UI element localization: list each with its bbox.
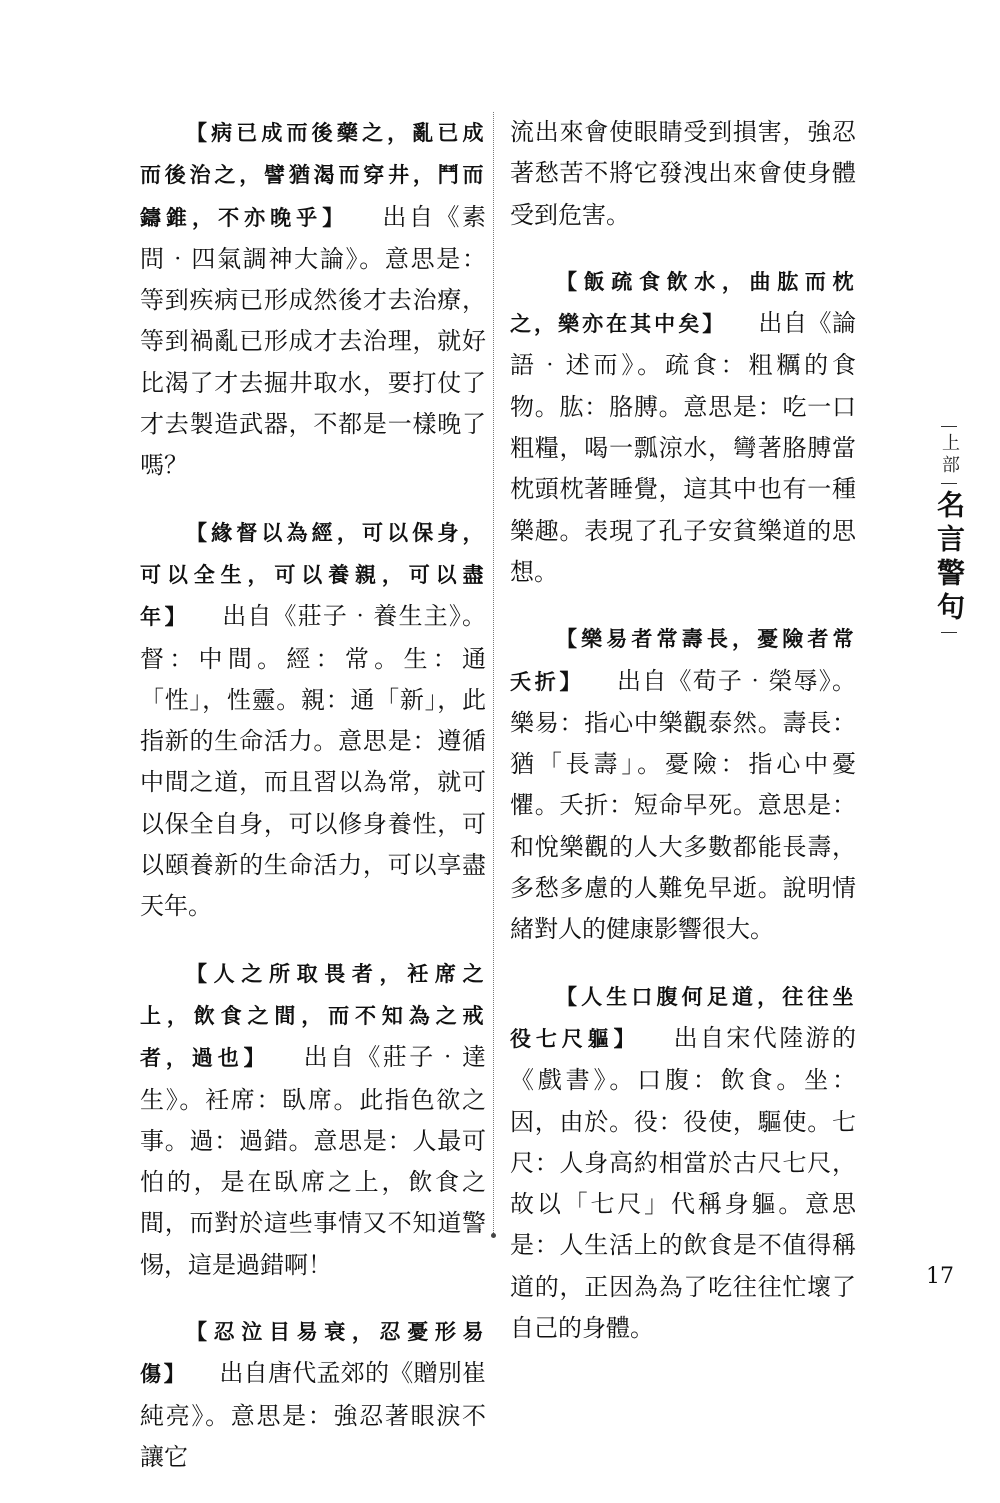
quote: 【病已成而後藥之，亂已成而後治之，譬猶渴而穿井，鬥而鑄錐，不亦晚乎】: [140, 121, 486, 230]
divider: [941, 483, 957, 484]
divider: [941, 632, 957, 633]
entry: [140, 512, 486, 928]
entry: [140, 953, 486, 1286]
entry-text: [140, 512, 486, 928]
explanation: 出自《莊子‧養生主》。督：中間。經：常。生：通「性」，性靈。親：通「新」，此指新的生命活力。意思是：遵循中間之道，而且習以為常，就可以保全自身，可以修身養性，可以頤養新的生命活力，可以享盡天年。: [140, 602, 487, 921]
quote: 【樂易者常壽長，憂險者常夭折】: [510, 627, 856, 694]
page-number: 17: [926, 1264, 954, 1289]
entry: [510, 261, 856, 593]
entry: [510, 976, 856, 1350]
entry-text: [140, 112, 486, 487]
quote: 【緣督以為經，可以保身，可以全生，可以養親，可以盡年】: [140, 520, 486, 630]
quote: 【人生口腹何足道，往往坐役七尺軀】: [510, 984, 856, 1051]
explanation: 出自《素問‧四氣調神大論》。意思是：等到疾病已形成然後才去治療，等到禍亂已形成才去治理，就好比渴了才去掘井取水，要打仗了才去製造武器，不都是一樣晚了嗎？: [140, 202, 487, 480]
divider: [941, 426, 957, 427]
divider-dot: [491, 1233, 496, 1238]
entry: [140, 112, 486, 487]
continuation: [510, 112, 856, 236]
quote: 【人之所取畏者，衽席之上，飲食之間，而不知為之戒者，過也】: [140, 961, 486, 1071]
column-divider: [493, 112, 494, 1237]
right-column: [510, 112, 856, 1374]
explanation: 出自《荀子‧榮辱》。樂易：指心中樂觀泰然。壽長：猶「長壽」。憂險：指心中憂懼。夭折：短命早死。意思是：和悅樂觀的人大多數都能長壽，多愁多慮的人難免早逝。說明情緒對人的健康影響很大。: [510, 666, 857, 944]
explanation: 出自《論語‧述而》。疏食：粗糲的食物。肱：胳膊。意思是：吃一口粗糧，喝一瓢涼水，彎著胳膊當枕頭枕著睡覺，這其中也有一種樂趣。表現了孔子安貧樂道的思想。: [510, 309, 857, 586]
continuation-text: 流出來會使眼睛受到損害，強忍著愁苦不將它發洩出來會使身體受到危害。: [510, 118, 856, 229]
entry-text: [510, 261, 856, 593]
section-title: 名言警句: [933, 490, 966, 626]
part-label: 上部: [939, 433, 960, 477]
entry-text: [140, 953, 486, 1286]
left-column: [140, 112, 486, 1503]
explanation: 出自宋代陸游的《戲書》。口腹：飲食。坐：因，由於。役：役使，驅使。七尺：人身高約相當於古尺七尺，故以「七尺」代稱身軀。意思是：人生活上的飲食是不值得稱道的，正因為為了吃往往忙壞了自己的身體。: [510, 1023, 857, 1343]
entry-text: [140, 1311, 486, 1478]
entry-text: [510, 976, 856, 1350]
entry: [140, 1311, 486, 1478]
explanation: 出自《莊子‧達生》。衽席：臥席。此指色欲之事。過：過錯。意思是：人最可怕的，是在臥席之上，飲食之間，而對於這些事情又不知道警惕，這是過錯啊！: [140, 1043, 487, 1279]
section-label: [934, 420, 964, 639]
quote: 【飯疏食飲水，曲肱而枕之，樂亦在其中矣】: [510, 269, 856, 337]
quote: 【忍泣目易衰，忍憂形易傷】: [140, 1320, 486, 1387]
explanation: 出自唐代孟郊的《贈別崔純亮》。意思是：強忍著眼淚不讓它: [140, 1359, 487, 1471]
entry: [510, 618, 856, 950]
entry-text: [510, 618, 856, 950]
